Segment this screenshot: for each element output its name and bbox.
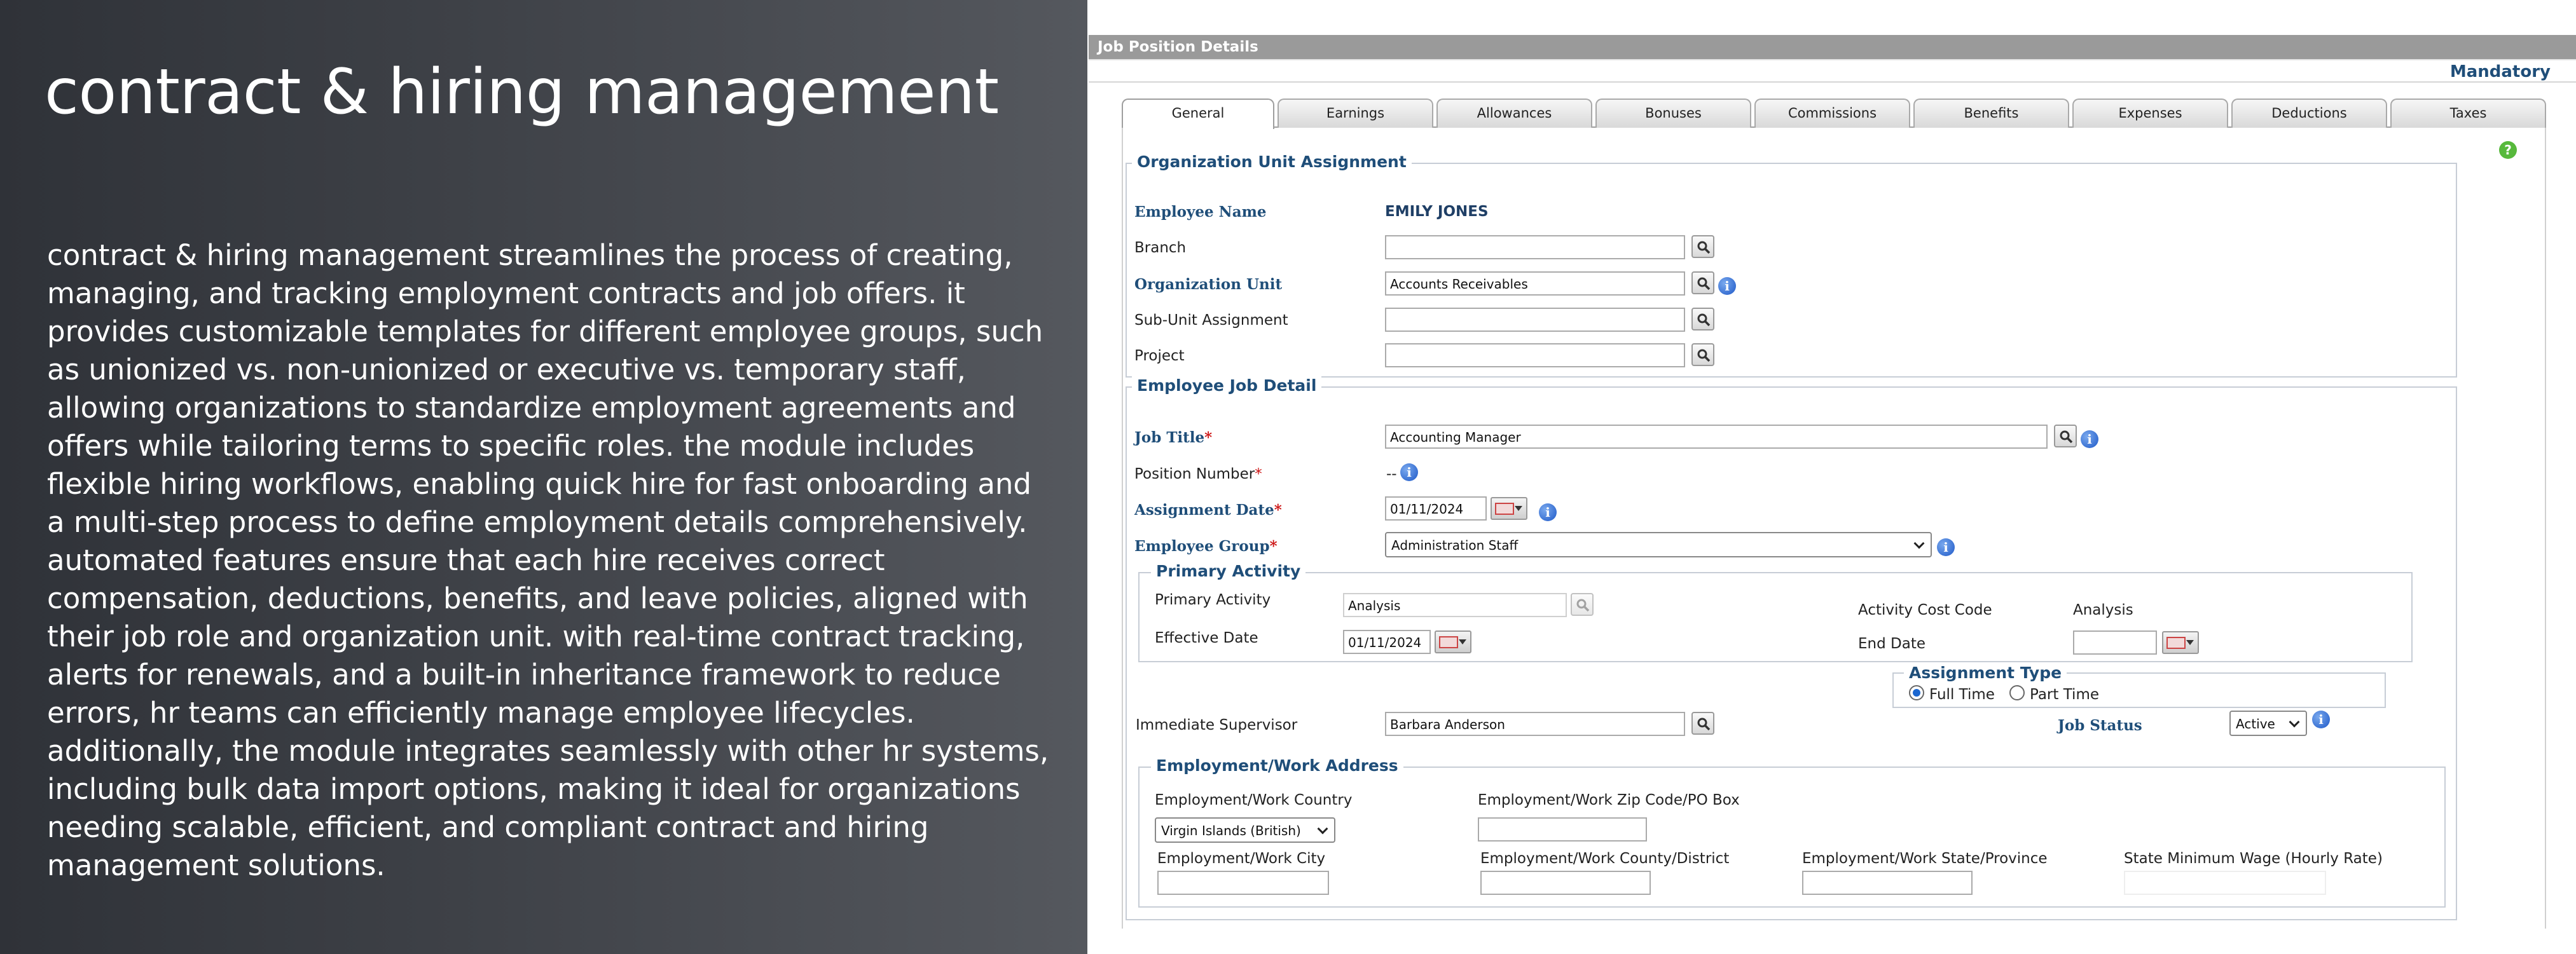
sub-unit-input[interactable] [1385, 308, 1685, 332]
branch-label: Branch [1134, 240, 1187, 256]
part-time-label: Part Time [2030, 686, 2100, 703]
magnifier-icon [1697, 276, 1711, 290]
org-unit-fieldset [1126, 163, 2457, 378]
effective-date-calendar-button[interactable] [1435, 630, 1471, 653]
org-unit-search-button[interactable] [1691, 271, 1714, 294]
supervisor-search-button[interactable] [1691, 712, 1714, 735]
assignment-date-input[interactable]: 01/11/2024 [1385, 496, 1487, 521]
primary-activity-input[interactable]: Analysis [1343, 593, 1567, 617]
divider [1089, 81, 2576, 83]
employee-name-label: Employee Name [1134, 203, 1267, 221]
county-input[interactable] [1480, 871, 1651, 895]
hero-line: management solutions. [47, 848, 385, 882]
job-title-search-button[interactable] [2054, 425, 2077, 447]
hero-line: alerts for renewals, and a built-in inheritance framework to reduce [47, 658, 1001, 692]
zip-input[interactable] [1478, 817, 1647, 842]
marketing-panel [0, 0, 1087, 954]
section-header: Job Position Details [1089, 35, 2576, 60]
activity-cost-code-label: Activity Cost Code [1858, 602, 1992, 618]
project-input[interactable] [1385, 343, 1685, 367]
hero-line: provides customizable templates for different employee groups, such [47, 315, 1043, 348]
employee-group-select[interactable]: Administration Staff [1385, 532, 1932, 557]
county-label: Employment/Work County/District [1480, 850, 1730, 867]
info-icon[interactable]: i [1539, 503, 1557, 521]
sub-unit-search-button[interactable] [1691, 308, 1714, 330]
hero-line: as unionized vs. non-unionized or executive vs. temporary staff, [47, 353, 966, 386]
hero-line: errors, hr teams can efficiently manage employee lifecycles. [47, 696, 915, 730]
tab-benefits[interactable]: Benefits [1913, 99, 2069, 128]
job-title-label: Job Title* [1134, 429, 1213, 446]
org-unit-input[interactable]: Accounts Receivables [1385, 271, 1685, 296]
magnifier-icon [1697, 313, 1711, 327]
sub-unit-label: Sub-Unit Assignment [1134, 312, 1288, 329]
hero-line: automated features ensure that each hire receives correct [47, 543, 885, 577]
supervisor-label: Immediate Supervisor [1136, 717, 1298, 733]
work-address-legend: Employment/Work Address [1151, 756, 1403, 775]
employee-group-label: Employee Group* [1134, 538, 1278, 555]
info-icon[interactable]: i [1937, 538, 1955, 556]
full-time-radio[interactable] [1909, 685, 1924, 700]
full-time-label: Full Time [1929, 686, 1995, 703]
assignment-type-legend: Assignment Type [1904, 664, 2067, 682]
zip-label: Employment/Work Zip Code/PO Box [1478, 792, 1740, 808]
job-status-select[interactable]: Active [2229, 711, 2307, 736]
tab-taxes[interactable]: Taxes [2390, 99, 2546, 128]
magnifier-icon [1697, 240, 1711, 254]
effective-date-input[interactable]: 01/11/2024 [1343, 630, 1431, 654]
primary-activity-legend: Primary Activity [1151, 562, 1305, 580]
hero-line: flexible hiring workflows, enabling quick hire for fast onboarding and [47, 467, 1031, 501]
hero-description [47, 236, 1052, 885]
info-icon[interactable]: i [2081, 430, 2098, 448]
branch-input[interactable] [1385, 235, 1685, 259]
tab-commissions[interactable]: Commissions [1754, 99, 1910, 128]
info-icon[interactable]: i [1400, 463, 1418, 481]
effective-date-label: Effective Date [1155, 630, 1258, 646]
hero-line: their job role and organization unit. with real-time contract tracking, [47, 620, 1025, 653]
city-label: Employment/Work City [1157, 850, 1326, 867]
hero-line: offers while tailoring terms to specific roles. the module includes [47, 429, 975, 463]
end-date-input[interactable] [2073, 630, 2157, 655]
org-unit-label: Organization Unit [1134, 276, 1283, 293]
country-label: Employment/Work Country [1155, 792, 1353, 808]
hero-line: contract & hiring management streamlines the process of creating, [47, 238, 1013, 272]
assignment-date-calendar-button[interactable] [1491, 497, 1527, 520]
tab-earnings[interactable]: Earnings [1278, 99, 1433, 128]
hero-line: allowing organizations to standardize employment agreements and [47, 391, 1016, 425]
magnifier-icon [2059, 430, 2073, 444]
min-wage-input[interactable] [2124, 871, 2326, 895]
calendar-icon [2166, 637, 2186, 649]
job-detail-legend: Employee Job Detail [1132, 376, 1321, 395]
position-number-label: Position Number* [1134, 466, 1262, 482]
tab-general[interactable]: General [1122, 99, 1274, 129]
magnifier-icon [1576, 598, 1590, 612]
info-icon[interactable]: i [1718, 277, 1736, 295]
city-input[interactable] [1157, 871, 1329, 895]
end-date-label: End Date [1858, 636, 1925, 652]
state-label: Employment/Work State/Province [1802, 850, 2048, 867]
hero-line: managing, and tracking employment contracts and job offers. it [47, 276, 965, 310]
hero-line: additionally, the module integrates seamlessly with other hr systems, [47, 734, 1049, 768]
hero-line: compensation, deductions, benefits, and leave policies, aligned with [47, 582, 1028, 615]
tab-bonuses[interactable]: Bonuses [1595, 99, 1751, 128]
tab-allowances[interactable]: Allowances [1436, 99, 1592, 128]
magnifier-icon [1697, 348, 1711, 362]
chevron-down-icon [1914, 538, 1925, 549]
job-status-label: Job Status [2058, 717, 2142, 734]
position-number-value: -- [1386, 466, 1397, 482]
assignment-date-label: Assignment Date* [1134, 501, 1282, 519]
hero-line: a multi-step process to define employment details comprehensively. [47, 505, 1028, 539]
hero-line: needing scalable, efficient, and compliant contract and hiring [47, 810, 929, 844]
primary-activity-search-button[interactable] [1571, 593, 1594, 616]
hero-title: contract & hiring management [45, 56, 999, 128]
state-input[interactable] [1802, 871, 1973, 895]
job-title-input[interactable]: Accounting Manager [1385, 425, 2048, 449]
part-time-radio[interactable] [2009, 685, 2025, 700]
min-wage-label: State Minimum Wage (Hourly Rate) [2124, 850, 2383, 867]
tab-deductions[interactable]: Deductions [2231, 99, 2387, 128]
mandatory-link[interactable]: Mandatory [2449, 62, 2551, 81]
branch-search-button[interactable] [1691, 235, 1714, 258]
chevron-down-icon [2289, 717, 2300, 728]
tab-bar [1122, 99, 2546, 128]
tab-expenses[interactable]: Expenses [2072, 99, 2228, 128]
country-select[interactable]: Virgin Islands (British) [1155, 817, 1335, 843]
magnifier-icon [1697, 717, 1711, 731]
hero-line: including bulk data import options, making it ideal for organizations [47, 772, 1021, 806]
primary-activity-fieldset [1138, 572, 2413, 662]
calendar-icon [1495, 503, 1514, 515]
project-label: Project [1134, 348, 1185, 364]
project-search-button[interactable] [1691, 343, 1714, 366]
supervisor-input[interactable]: Barbara Anderson [1385, 712, 1685, 736]
primary-activity-label: Primary Activity [1155, 592, 1271, 608]
chevron-down-icon [1318, 824, 1328, 835]
help-icon[interactable]: ? [2499, 141, 2517, 159]
org-unit-legend: Organization Unit Assignment [1132, 153, 1412, 171]
job-position-form [1089, 0, 2576, 954]
calendar-icon [1439, 636, 1458, 648]
info-icon[interactable]: i [2312, 711, 2330, 728]
employee-name-value: EMILY JONES [1385, 203, 1489, 220]
activity-cost-code-value: Analysis [2073, 602, 2133, 618]
end-date-calendar-button[interactable] [2162, 631, 2199, 654]
